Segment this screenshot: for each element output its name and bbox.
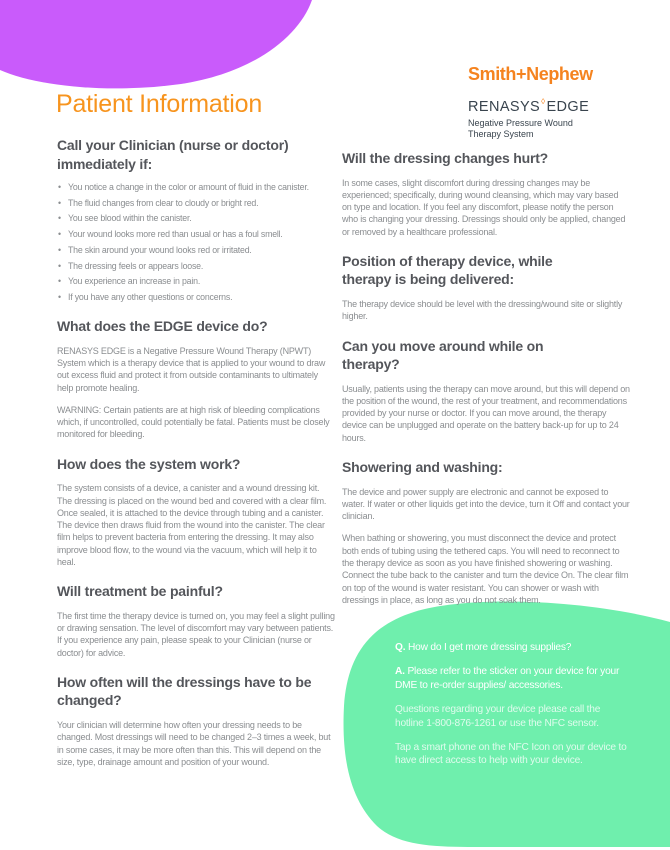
bullet-item: • The fluid changes from clear to cloudy or bright red. — [57, 198, 357, 209]
product-tagline — [468, 118, 589, 140]
section-paragraph: The therapy device should be level with the dressing/wound site or slightly higher. — [342, 298, 623, 322]
question-text: How do I get more dressing supplies? — [408, 642, 572, 653]
right-column — [342, 149, 630, 616]
product-identity — [468, 97, 589, 140]
trademark-diamond-icon: ◊ — [541, 97, 546, 106]
section-device-position — [342, 252, 630, 323]
section-heading: Will the dressing changes hurt? — [342, 150, 549, 166]
left-column — [57, 136, 335, 778]
section-heading: What does the EDGE device do? — [57, 318, 268, 335]
section-paragraph: Usually, patients using the therapy can move around, but this will depend on the position of the wound, the rest of your treatment, and recommendations provided by your nurse or doctor. If you can move around, the therapy device can be unplugged and operate on the battery back-up for up to 24 hours. — [342, 383, 630, 443]
bullet-item: • You notice a change in the color or amount of fluid in the canister. — [57, 182, 357, 193]
hotline-note: Questions regarding your device please call the hotline 1-800-876-1261 or use the NFC sensor. — [395, 704, 601, 729]
answer-text: Please refer to the sticker on your device for your DME to re-order supplies/ accessories. — [395, 666, 620, 691]
clinician-warning-bullet-list — [57, 182, 357, 303]
question-label: Q. — [395, 642, 406, 653]
bullet-item: • You experience an increase in pain. — [57, 276, 357, 287]
product-name-line — [468, 97, 589, 115]
section-paragraph: The device and power supply are electronic and cannot be exposed to water. If water or other liquids get into the device, turn it Off and contact your clinician. — [342, 486, 630, 522]
supplies-qa-panel — [395, 641, 628, 779]
section-paragraph: The system consists of a device, a canister and a wound dressing kit. The dressing is placed on the wound bed and covered with a clear film. Once sealed, it is attached to the device through tubing and a canister. The device then draws fluid from the wound into the canister. The clear film helps to prevent bacteria from entering the dressing. It may also improve blood flow, to the wound via the vacuum, which will help it to heal. — [57, 483, 327, 567]
section-call-your-clinician — [57, 136, 335, 303]
section-what-does-edge-do — [57, 317, 335, 441]
section-heading: How often will the dressings have to be changed? — [57, 673, 312, 709]
smith-nephew-logo: Smith+Nephew — [468, 64, 593, 84]
page-title: Patient Information — [56, 90, 263, 118]
section-paragraph: Your clinician will determine how often your dressing needs to be changed. Most dressings will need to be changed 2–3 times a week, but in some cases, it may be more often than this. This will depend on the size, type, drainage amount and position of your wound. — [57, 719, 331, 767]
section-paragraph: When bathing or showering, you must disconnect the device and protect both ends of tubing using the tethered caps. You will need to reconnect to the therapy device as soon as you have finished showering or washing. Connect the tube back to the canister and turn the device On. The clear film on top of the wound is water resistant. You can shower or wash with dressings in place, as long as you do not soak them. — [342, 533, 629, 605]
section-how-system-works — [57, 455, 335, 569]
bullet-item: • If you have any other questions or concerns. — [57, 292, 357, 303]
qa-question-line — [395, 641, 628, 654]
section-heading: Call your Clinician (nurse or doctor) immediately if: — [57, 137, 289, 172]
bullet-item: • The skin around your wound looks red or irritated. — [57, 245, 357, 256]
section-paragraph: In some cases, slight discomfort during dressing changes may be experienced; specifically, during wound cleansing, which may vary based on type and location. If you feel any discomfort, please notify the person who is changing your dressing. Dressings should only be applied, changed or removed by a healthcare professional. — [342, 177, 626, 237]
section-moving-around-on-therapy — [342, 337, 630, 444]
warning-paragraph: WARNING: Certain patients are at high risk of bleeding complications which, if uncontrolled, could potentially be fatal. Patients must be closely monitored for bleeding. — [57, 404, 330, 440]
nfc-note: Tap a smart phone on the NFC Icon on your device to have direct access to help with your device. — [395, 742, 627, 767]
product-tagline-line2: Therapy System — [468, 129, 534, 139]
section-will-dressing-changes-hurt — [342, 149, 630, 238]
section-will-treatment-be-painful — [57, 582, 335, 659]
product-name: RENASYS — [468, 99, 541, 115]
section-showering-and-washing — [342, 458, 630, 606]
section-heading: Showering and washing: — [342, 459, 503, 476]
answer-label: A. — [395, 666, 405, 678]
bullet-item: • You see blood within the canister. — [57, 213, 357, 224]
product-tagline-line1: Negative Pressure Wound — [468, 118, 573, 128]
section-heading: Position of therapy device, while therapy is being delivered: — [342, 252, 553, 288]
section-heading: How does the system work? — [57, 455, 241, 472]
section-heading: Can you move around while on therapy? — [342, 337, 544, 373]
section-heading: Will treatment be painful? — [57, 583, 223, 600]
section-paragraph: RENASYS EDGE is a Negative Pressure Wound Therapy (NPWT) System which is a therapy device that is applied to your wound to draw out excess fluid and protect it from outside contaminants to ultimately help promote healing. — [57, 345, 326, 393]
product-edition: EDGE — [546, 99, 590, 115]
bullet-item: • The dressing feels or appears loose. — [57, 261, 357, 272]
section-paragraph: The first time the therapy device is turned on, you may feel a slight pulling or drawing sensation. The level of discomfort may vary between patients. If you experience any pain, please speak to your Clinician (nurse or doctor) for advice. — [57, 610, 335, 658]
bullet-item: • Your wound looks more red than usual or has a foul smell. — [57, 229, 357, 240]
section-dressing-change-frequency — [57, 673, 335, 768]
qa-answer-line — [395, 665, 628, 692]
purple-blob-shape — [0, 0, 312, 88]
